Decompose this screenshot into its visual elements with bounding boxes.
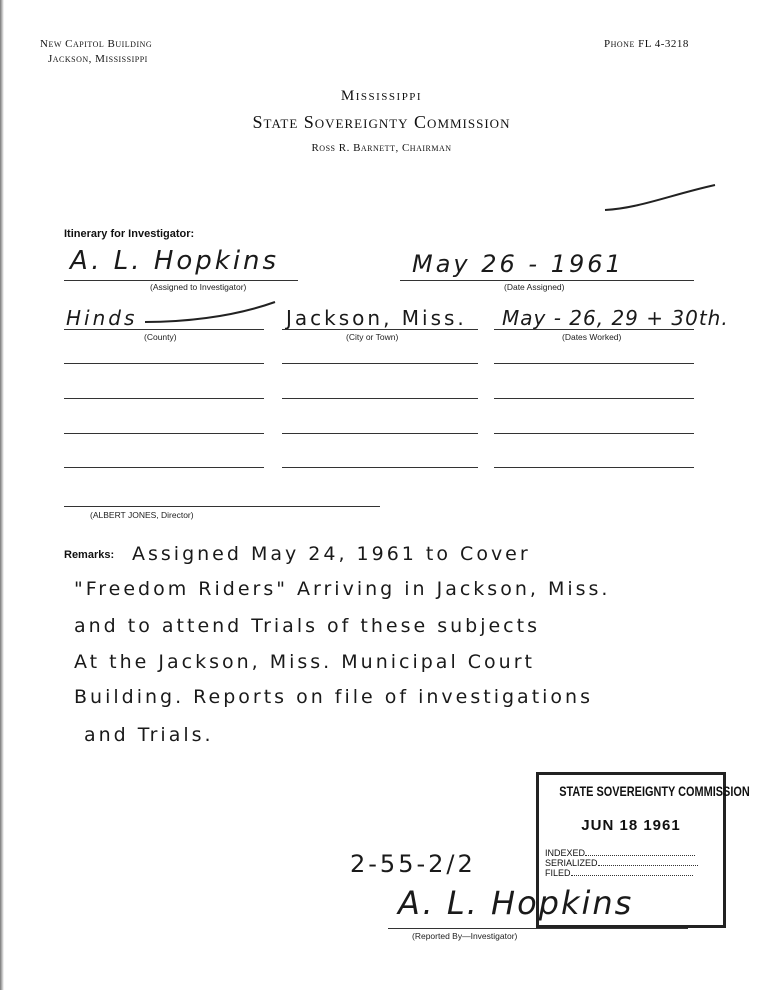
scan-edge <box>0 0 4 990</box>
remarks-line-1: Assigned May 24, 1961 to Cover <box>132 543 531 565</box>
city-label: (City or Town) <box>346 332 399 342</box>
form-heading: Itinerary for Investigator: <box>64 228 195 240</box>
remarks-line-2: "Freedom Riders" Arriving in Jackson, Miss. <box>74 578 611 600</box>
phone-number: Phone FL 4-3218 <box>604 38 689 50</box>
city-value: Jackson, Miss. <box>286 306 467 330</box>
remarks-line-3: and to attend Trials of these subjects <box>74 615 540 637</box>
dates-worked: May - 26, 29 + 30th. <box>502 306 729 330</box>
remarks-line-5: Building. Reports on file of investigations <box>74 686 593 708</box>
date-assigned-label: (Date Assigned) <box>504 282 565 292</box>
dates-worked-label: (Dates Worked) <box>562 332 622 342</box>
pen-stroke <box>600 180 720 215</box>
stamp-serialized: SERIALIZED <box>545 858 598 868</box>
stamp-date: JUN 18 1961 <box>581 817 681 834</box>
chairman-name: Ross R. Barnett, Chairman <box>311 142 452 154</box>
stamp-title: STATE SOVEREIGNTY COMMISSION <box>559 783 750 799</box>
stamp-indexed: INDEXED <box>545 848 586 858</box>
remarks-line-4: At the Jackson, Miss. Municipal Court <box>74 651 535 673</box>
signature: A. L. Hopkins <box>398 884 634 922</box>
address-line2: Jackson, Mississippi <box>48 53 148 65</box>
state-name: Mississippi <box>340 88 423 104</box>
date-assigned: May 26 - 1961 <box>412 250 624 278</box>
agency-name: State Sovereignty Commission <box>252 112 511 132</box>
file-number: 2-55-2/2 <box>350 850 476 878</box>
investigator-name: A. L. Hopkins <box>70 246 280 276</box>
investigator-label: (Assigned to Investigator) <box>150 282 247 292</box>
county-value: Hinds <box>66 306 138 330</box>
address-line1: New Capitol Building <box>40 38 153 50</box>
county-label: (County) <box>144 332 177 342</box>
stamp-filed: FILED <box>545 868 571 878</box>
county-stroke <box>140 300 280 330</box>
director-label: (ALBERT JONES, Director) <box>90 510 194 520</box>
remarks-line-6: and Trials. <box>84 724 214 746</box>
reported-by-label: (Reported By—Investigator) <box>412 931 518 941</box>
remarks-label: Remarks: <box>64 549 115 561</box>
